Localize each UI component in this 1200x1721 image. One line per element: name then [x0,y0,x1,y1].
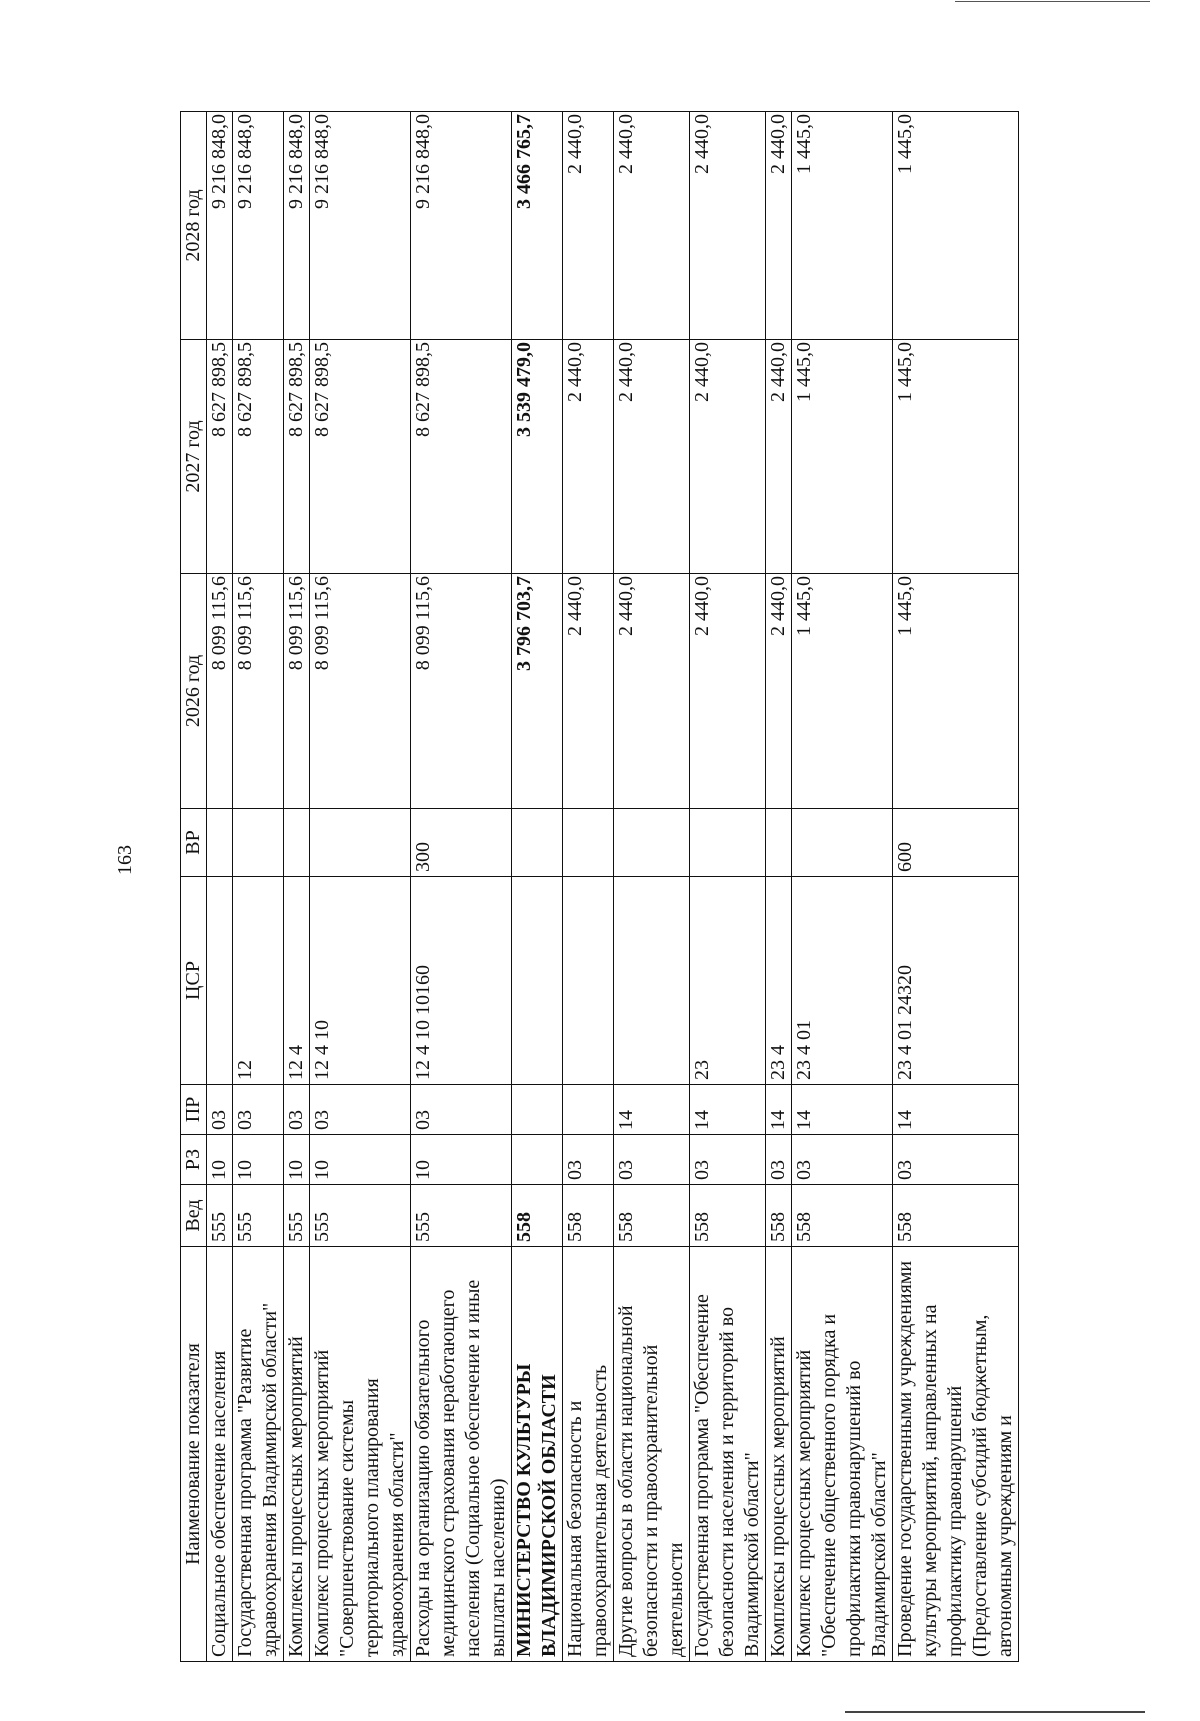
cell-2026: 2 440,0 [563,574,614,809]
scan-edge-line-bottom [845,1711,1145,1713]
table-row [766,112,792,1662]
cell-vr: 600 [893,809,1019,877]
header-name: Наименование показателя [181,1247,207,1662]
cell-vr [284,809,310,877]
header-pr: ПР [181,1085,207,1135]
cell-csr [563,877,614,1085]
cell-name: Государственная программа "Обеспечение безопасности населения и территорий во Владимирской области" [690,1247,766,1662]
cell-2026: 2 440,0 [766,574,792,809]
cell-2028: 1 445,0 [893,112,1019,340]
table-row [284,112,310,1662]
cell-rz: 03 [614,1135,690,1185]
cell-ved: 555 [310,1185,411,1247]
table-row [690,112,766,1662]
cell-csr [614,877,690,1085]
cell-2027: 2 440,0 [690,340,766,574]
cell-pr: 03 [207,1085,233,1135]
table-row [233,112,284,1662]
cell-2028: 9 216 848,0 [233,112,284,340]
cell-vr [563,809,614,877]
cell-2027: 3 539 479,0 [512,340,563,574]
cell-csr: 12 4 10 10160 [411,877,512,1085]
table-body [207,112,1019,1662]
cell-csr [512,877,563,1085]
cell-name: Комплекс процессных мероприятий "Обеспечение общественного порядка и профилактики правонарушений во Владимирской области" [792,1247,893,1662]
header-2028: 2028 год [181,112,207,340]
cell-2028: 2 440,0 [690,112,766,340]
cell-vr [766,809,792,877]
cell-rz: 03 [766,1135,792,1185]
cell-vr [792,809,893,877]
cell-name: МИНИСТЕРСТВО КУЛЬТУРЫ ВЛАДИМИРСКОЙ ОБЛАСТИ [512,1247,563,1662]
cell-ved: 558 [792,1185,893,1247]
cell-ved: 558 [690,1185,766,1247]
table-row [893,112,1019,1662]
cell-2027: 2 440,0 [766,340,792,574]
cell-ved: 558 [563,1185,614,1247]
table-header-row [181,112,207,1662]
cell-pr: 03 [310,1085,411,1135]
cell-ved: 558 [512,1185,563,1247]
cell-2026: 8 099 115,6 [411,574,512,809]
table-row [411,112,512,1662]
table-row [614,112,690,1662]
cell-2027: 2 440,0 [614,340,690,574]
cell-vr [614,809,690,877]
cell-2027: 1 445,0 [893,340,1019,574]
cell-2027: 8 627 898,5 [207,340,233,574]
header-vr: ВР [181,809,207,877]
cell-name: Национальная безопасность и правоохранительная деятельность [563,1247,614,1662]
cell-csr: 23 4 01 [792,877,893,1085]
cell-2027: 8 627 898,5 [310,340,411,574]
table-row [563,112,614,1662]
cell-2026: 1 445,0 [893,574,1019,809]
cell-csr: 12 4 [284,877,310,1085]
cell-2026: 2 440,0 [690,574,766,809]
cell-pr [563,1085,614,1135]
table-row [512,112,563,1662]
cell-name: Комплексы процессных мероприятий [766,1247,792,1662]
cell-ved: 558 [614,1185,690,1247]
cell-vr [233,809,284,877]
cell-2027: 8 627 898,5 [284,340,310,574]
cell-2028: 2 440,0 [766,112,792,340]
cell-2027: 2 440,0 [563,340,614,574]
cell-csr: 23 4 [766,877,792,1085]
table-row [207,112,233,1662]
cell-rz: 03 [893,1135,1019,1185]
cell-2028: 2 440,0 [614,112,690,340]
cell-rz: 10 [233,1135,284,1185]
cell-pr: 14 [766,1085,792,1135]
cell-name: Государственная программа "Развитие здравоохранения Владимирской области" [233,1247,284,1662]
cell-name: Расходы на организацию обязательного медицинского страхования неработающего населения (Социальное обеспечение и иные выплаты населению) [411,1247,512,1662]
table-row [310,112,411,1662]
cell-csr: 23 [690,877,766,1085]
cell-vr [690,809,766,877]
cell-ved: 555 [207,1185,233,1247]
cell-2027: 8 627 898,5 [233,340,284,574]
cell-2026: 8 099 115,6 [310,574,411,809]
cell-rz: 10 [284,1135,310,1185]
cell-vr [512,809,563,877]
cell-2028: 9 216 848,0 [411,112,512,340]
cell-2026: 8 099 115,6 [284,574,310,809]
cell-csr: 12 4 10 [310,877,411,1085]
cell-rz [512,1135,563,1185]
cell-2028: 3 466 765,7 [512,112,563,340]
budget-table [180,111,1019,1662]
cell-2028: 9 216 848,0 [284,112,310,340]
cell-ved: 555 [233,1185,284,1247]
cell-pr: 14 [690,1085,766,1135]
cell-pr: 03 [284,1085,310,1135]
cell-pr: 03 [233,1085,284,1135]
cell-2026: 2 440,0 [614,574,690,809]
cell-pr [512,1085,563,1135]
cell-name: Комплексы процессных мероприятий [284,1247,310,1662]
cell-ved: 558 [893,1185,1019,1247]
cell-name: Комплекс процессных мероприятий "Совершенствование системы территориального планирования здравоохранения области" [310,1247,411,1662]
cell-2027: 1 445,0 [792,340,893,574]
header-2026: 2026 год [181,574,207,809]
table-row [792,112,893,1662]
cell-ved: 555 [284,1185,310,1247]
cell-csr: 23 4 01 24320 [893,877,1019,1085]
cell-rz: 10 [310,1135,411,1185]
header-2027: 2027 год [181,340,207,574]
cell-2026: 1 445,0 [792,574,893,809]
cell-csr [207,877,233,1085]
cell-rz: 03 [563,1135,614,1185]
cell-2028: 9 216 848,0 [207,112,233,340]
cell-name: Проведение государственными учреждениями культуры мероприятий, направленных на профилактику правонарушений (Предоставление субсидий бюджетным, автономным учреждениям и [893,1247,1019,1662]
cell-2026: 3 796 703,7 [512,574,563,809]
cell-2028: 9 216 848,0 [310,112,411,340]
cell-rz: 03 [792,1135,893,1185]
cell-2027: 8 627 898,5 [411,340,512,574]
page-number: 163 [114,845,136,875]
cell-vr [310,809,411,877]
cell-2028: 1 445,0 [792,112,893,340]
cell-vr: 300 [411,809,512,877]
header-csr: ЦСР [181,877,207,1085]
cell-name: Другие вопросы в области национальной безопасности и правоохранительной деятельности [614,1247,690,1662]
cell-pr: 14 [792,1085,893,1135]
cell-csr: 12 [233,877,284,1085]
header-rz: РЗ [181,1135,207,1185]
cell-vr [207,809,233,877]
cell-name: Социальное обеспечение населения [207,1247,233,1662]
cell-rz: 10 [411,1135,512,1185]
cell-pr: 14 [893,1085,1019,1135]
cell-ved: 558 [766,1185,792,1247]
cell-pr: 03 [411,1085,512,1135]
cell-2026: 8 099 115,6 [207,574,233,809]
cell-pr: 14 [614,1085,690,1135]
cell-2026: 8 099 115,6 [233,574,284,809]
cell-rz: 10 [207,1135,233,1185]
scan-edge-line [955,1,1150,2]
cell-rz: 03 [690,1135,766,1185]
cell-ved: 555 [411,1185,512,1247]
header-ved: Вед [181,1185,207,1247]
cell-2028: 2 440,0 [563,112,614,340]
rotated-table-container [180,112,1130,1662]
